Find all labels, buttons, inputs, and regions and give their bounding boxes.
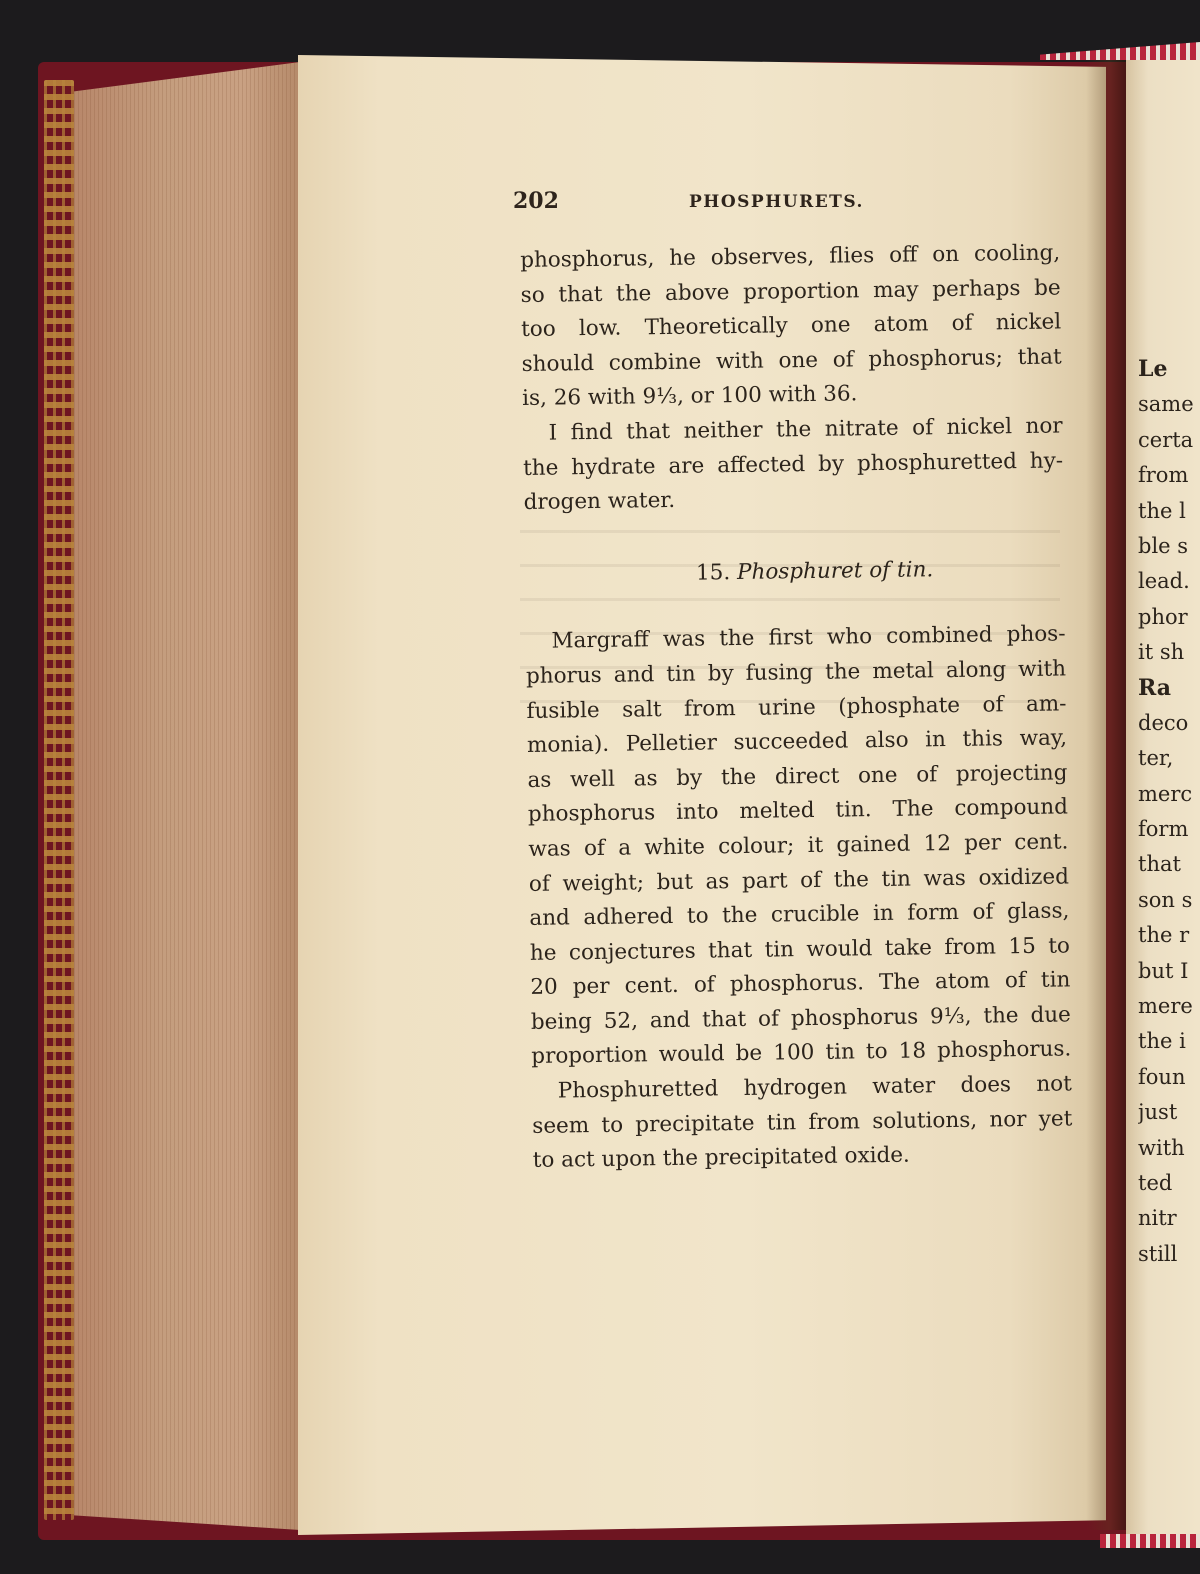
text-line: as well as by the direct one of projecting (527, 760, 1068, 793)
body-text (520, 236, 1073, 1178)
facing-line: ter, (1138, 746, 1174, 771)
text-line: phosphorus, he observes, flies off on cooling, (520, 240, 1061, 273)
text-line: so that the above proportion may perhaps be (520, 275, 1061, 308)
text-line: of weight; but as part of the tin was oxidized (528, 863, 1070, 897)
paragraph-4 (532, 1067, 1073, 1178)
text-line: fusible salt from urine (phosphate of am- (526, 690, 1067, 724)
text-line: should combine with one of phosphorus; that (521, 344, 1062, 377)
facing-line: it sh (1138, 640, 1185, 665)
text-line: 20 per cent. of phosphorus. The atom of tin (530, 967, 1071, 1001)
text-line: Margraff was the first who combined phos- (551, 621, 1066, 654)
text-line: phorus and tin by fusing the metal along with (525, 656, 1067, 689)
facing-line: Ra (1138, 674, 1172, 701)
text-line: to act upon the precipitated oxide. (532, 1142, 910, 1174)
gilt-border-ornament (44, 80, 74, 1520)
section-title: Phosphuret of tin. (736, 557, 934, 585)
facing-page-text (1138, 352, 1200, 1272)
facing-line: foun (1138, 1064, 1186, 1089)
text-line: drogen water. (523, 488, 676, 516)
headband (1040, 42, 1200, 60)
facing-line: ted (1138, 1170, 1173, 1195)
paragraph-3 (525, 618, 1071, 1075)
text-line: phosphorus into melted tin. The compound (527, 794, 1069, 828)
text-line: monia). Pelletier succeeded also in this way, (526, 725, 1068, 759)
facing-line: deco (1138, 710, 1189, 735)
facing-line: with (1138, 1135, 1185, 1160)
text-line: I find that neither the nitrate of nickel nor (548, 413, 1063, 446)
page-number: 202 (513, 188, 559, 214)
facing-line: the i (1138, 1029, 1186, 1054)
facing-line: from (1138, 463, 1189, 488)
facing-line: merc (1138, 781, 1193, 806)
section-number: 15. (695, 559, 731, 586)
text-line: being 52, and that of phosphorus 9⅓, the due (530, 1002, 1071, 1035)
book-gutter (1086, 60, 1126, 1530)
facing-line: the l (1138, 498, 1186, 523)
facing-line: same (1138, 392, 1194, 417)
text-line: too low. Theoretically one atom of nickel (521, 309, 1062, 343)
facing-line: son s (1138, 887, 1193, 912)
facing-line: mere (1138, 994, 1193, 1019)
text-line: proportion would be 100 tin to 18 phosphorus. (531, 1036, 1072, 1070)
facing-line: form (1138, 817, 1189, 842)
text-line: seem to precipitate tin from solutions, nor yet (532, 1106, 1073, 1139)
text-line: was of a white colour; it gained 12 per cent. (528, 829, 1069, 862)
tailband (1100, 1534, 1200, 1548)
text-line: the hydrate are affected by phosphuretted hy- (522, 448, 1064, 481)
facing-line: certa (1138, 427, 1194, 452)
facing-line: that (1138, 852, 1181, 877)
facing-line: lead. (1138, 569, 1190, 594)
facing-line: the r (1138, 923, 1190, 948)
facing-line: Le (1138, 356, 1168, 382)
paragraph-2 (522, 409, 1063, 520)
paragraph-1 (520, 236, 1062, 416)
facing-line: still (1138, 1241, 1178, 1266)
facing-line: just (1138, 1100, 1178, 1125)
facing-line: but I (1138, 958, 1189, 983)
facing-line: phor (1138, 604, 1188, 629)
text-line: and adhered to the crucible in form of glass, (529, 898, 1070, 932)
text-line: Phosphuretted hydrogen water does not (557, 1071, 1072, 1104)
facing-line: nitr (1138, 1206, 1177, 1231)
facing-line: ble s (1138, 533, 1189, 558)
text-line: is, 26 with 9⅓, or 100 with 36. (521, 381, 858, 412)
running-head: PHOSPHURETS. (689, 192, 864, 212)
page-header (513, 188, 893, 222)
page-edges (74, 62, 300, 1530)
text-line: he conjectures that tin would take from 15 to (529, 933, 1071, 966)
